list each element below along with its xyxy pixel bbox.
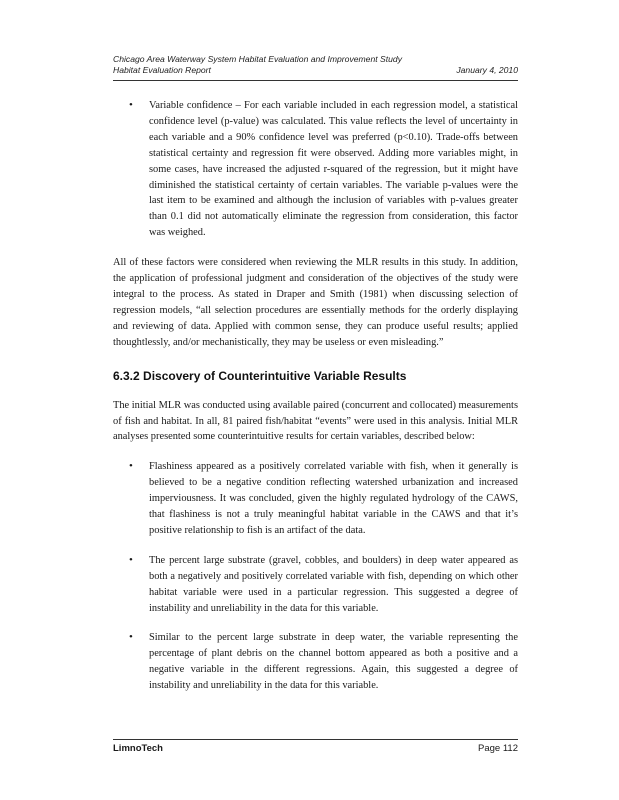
page-footer xyxy=(113,743,518,755)
footer-divider xyxy=(113,739,518,740)
footer-brand: LimnoTech xyxy=(113,743,163,754)
list-item xyxy=(113,459,518,539)
bullet-icon: • xyxy=(129,99,133,111)
bullet-icon: • xyxy=(129,460,133,473)
page-header xyxy=(113,54,518,76)
list-item xyxy=(113,630,518,694)
report-title: Chicago Area Waterway System Habitat Evaluation and Improvement Study xyxy=(113,54,402,64)
bullet-icon: • xyxy=(129,553,133,566)
body-paragraph: The initial MLR was conducted using available paired (concurrent and collocated) measurements of fish and habitat. In all, 81 paired fish/habitat “events” were used in this analysis. Initial MLR analyses presented some counterintuitive results for certain variables, described below: xyxy=(113,399,518,443)
header-divider xyxy=(113,80,518,81)
bullet-text: Similar to the percent large substrate in deep water, the variable representing the percentage of plant debris on the channel bottom appeared as both a positive and a negative variable in the different regressions. Again, this suggested a degree of instability and unreliability in the data for this variable. xyxy=(149,632,518,692)
section-heading: 6.3.2 Discovery of Counterintuitive Variable Results xyxy=(113,368,407,383)
report-subtitle: Habitat Evaluation Report xyxy=(113,65,211,75)
list-item xyxy=(113,553,518,617)
report-date: January 4, 2010 xyxy=(456,65,518,75)
bullet-text: Flashiness appeared as a positively correlated variable with fish, when it generally is believed to be a negative condition reflecting watershed urbanization and increased imperviousness. It was concluded, given the highly regulated hydrology of the CAWS, that flashiness is not a truly meaningful habitat variable in the CAWS and that it’s positive relationship to fish is an artifact of the data. xyxy=(149,461,518,536)
bullet-text: Variable confidence – For each variable included in each regression model, a statistical confidence level (p-value) was calculated. This value reflects the level of uncertainty in each variable and a 90% confidence level was preferred (p<0.10). Trade-offs between statistical certainty and regression fit were observed. Adding more variables might, in some cases, have increased the adjusted r-squared of the regression, but it might have diminished the statistical certainty of certain variables. The variable p-values were the last item to be examined and although the inclusion of variables with p-values greater than 0.1 did not automatically eliminate the regression from consideration, this factor was weighed. xyxy=(149,100,518,239)
page-number: Page 112 xyxy=(478,743,518,754)
header-subtitle-row xyxy=(113,65,518,76)
bullet-text: The percent large substrate (gravel, cobbles, and boulders) in deep water appeared as both a negatively and positively correlated variable with fish, depending on which other habitat variable were used in a particular regression. This suggested a degree of instability and unreliability in the data for this variable. xyxy=(149,554,518,614)
page-body xyxy=(113,98,518,708)
header-title-row xyxy=(113,54,518,65)
body-paragraph: All of these factors were considered when reviewing the MLR results in this study. In addition, the application of professional judgment and consideration of the objectives of the study were integral to the process. As stated in Draper and Smith (1981) when discussing selection of regression models, “all selection procedures are essentially methods for the orderly displaying and reviewing of data. Applied with common sense, they can produce useful results; applied thoughtlessly, and/or mechanistically, they may be useless or even misleading.” xyxy=(113,257,518,348)
bullet-icon: • xyxy=(129,631,133,644)
list-item xyxy=(113,98,518,241)
